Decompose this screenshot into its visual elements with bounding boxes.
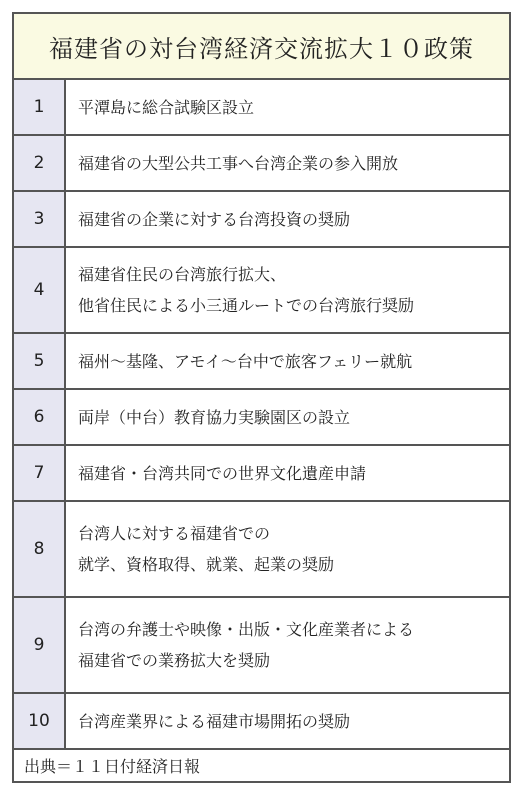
- policy-text: [66, 248, 509, 332]
- policy-text-line: 福建省の企業に対する台湾投資の奨励: [78, 209, 351, 229]
- policy-text-line: 福州～基隆、アモイ～台中で旅客フェリー就航: [78, 351, 413, 371]
- policy-text-line: 福建省・台湾共同での世界文化遺産申請: [78, 463, 367, 483]
- policy-row-3: [14, 192, 509, 248]
- policy-number: 8: [14, 502, 66, 596]
- policy-text: [66, 598, 509, 692]
- policy-text-line: 両岸（中台）教育協力実験園区の設立: [78, 407, 351, 427]
- policy-number: 6: [14, 390, 66, 444]
- policy-text-line: 福建省での業務拡大を奨励: [78, 651, 271, 670]
- policy-text: [66, 694, 509, 748]
- policy-text: [66, 390, 509, 444]
- policy-text: [66, 334, 509, 388]
- policy-text: [66, 80, 509, 134]
- source-footer: 出典＝１１日付経済日報: [24, 757, 201, 776]
- policy-text-line: 台湾産業界による福建市場開拓の奨励: [78, 711, 351, 731]
- policy-text-line: 他省住民による小三通ルートでの台湾旅行奨励: [78, 296, 415, 315]
- policy-number: 4: [14, 248, 66, 332]
- policy-number: 1: [14, 80, 66, 134]
- policy-number: 3: [14, 192, 66, 246]
- policy-row-2: [14, 136, 509, 192]
- policy-number: 5: [14, 334, 66, 388]
- policy-number: 10: [14, 694, 66, 748]
- policy-row-6: [14, 390, 509, 446]
- policy-text-line: 台湾人に対する福建省での: [78, 524, 271, 543]
- policy-text: [66, 502, 509, 596]
- policy-row-10: [14, 694, 509, 750]
- policy-text-line: 就学、資格取得、就業、起業の奨励: [78, 555, 335, 574]
- policy-row-7: [14, 446, 509, 502]
- policy-text: [66, 136, 509, 190]
- policy-text: [66, 446, 509, 500]
- policy-row-5: [14, 334, 509, 390]
- policy-number: 9: [14, 598, 66, 692]
- policy-row-8: [14, 502, 509, 598]
- table-title: 福建省の対台湾経済交流拡大１０政策: [14, 14, 509, 80]
- policy-text: [66, 192, 509, 246]
- policy-row-1: [14, 80, 509, 136]
- policy-text-line: 平潭島に総合試験区設立: [78, 97, 255, 117]
- policy-row-4: [14, 248, 509, 334]
- policy-row-9: [14, 598, 509, 694]
- policy-number: 2: [14, 136, 66, 190]
- policy-table: [12, 12, 511, 783]
- policy-text-line: 福建省の大型公共工事へ台湾企業の参入開放: [78, 153, 399, 173]
- policy-text-line: 福建省住民の台湾旅行拡大、: [78, 265, 287, 284]
- policy-text-line: 台湾の弁護士や映像・出版・文化産業者による: [78, 620, 415, 639]
- policy-number: 7: [14, 446, 66, 500]
